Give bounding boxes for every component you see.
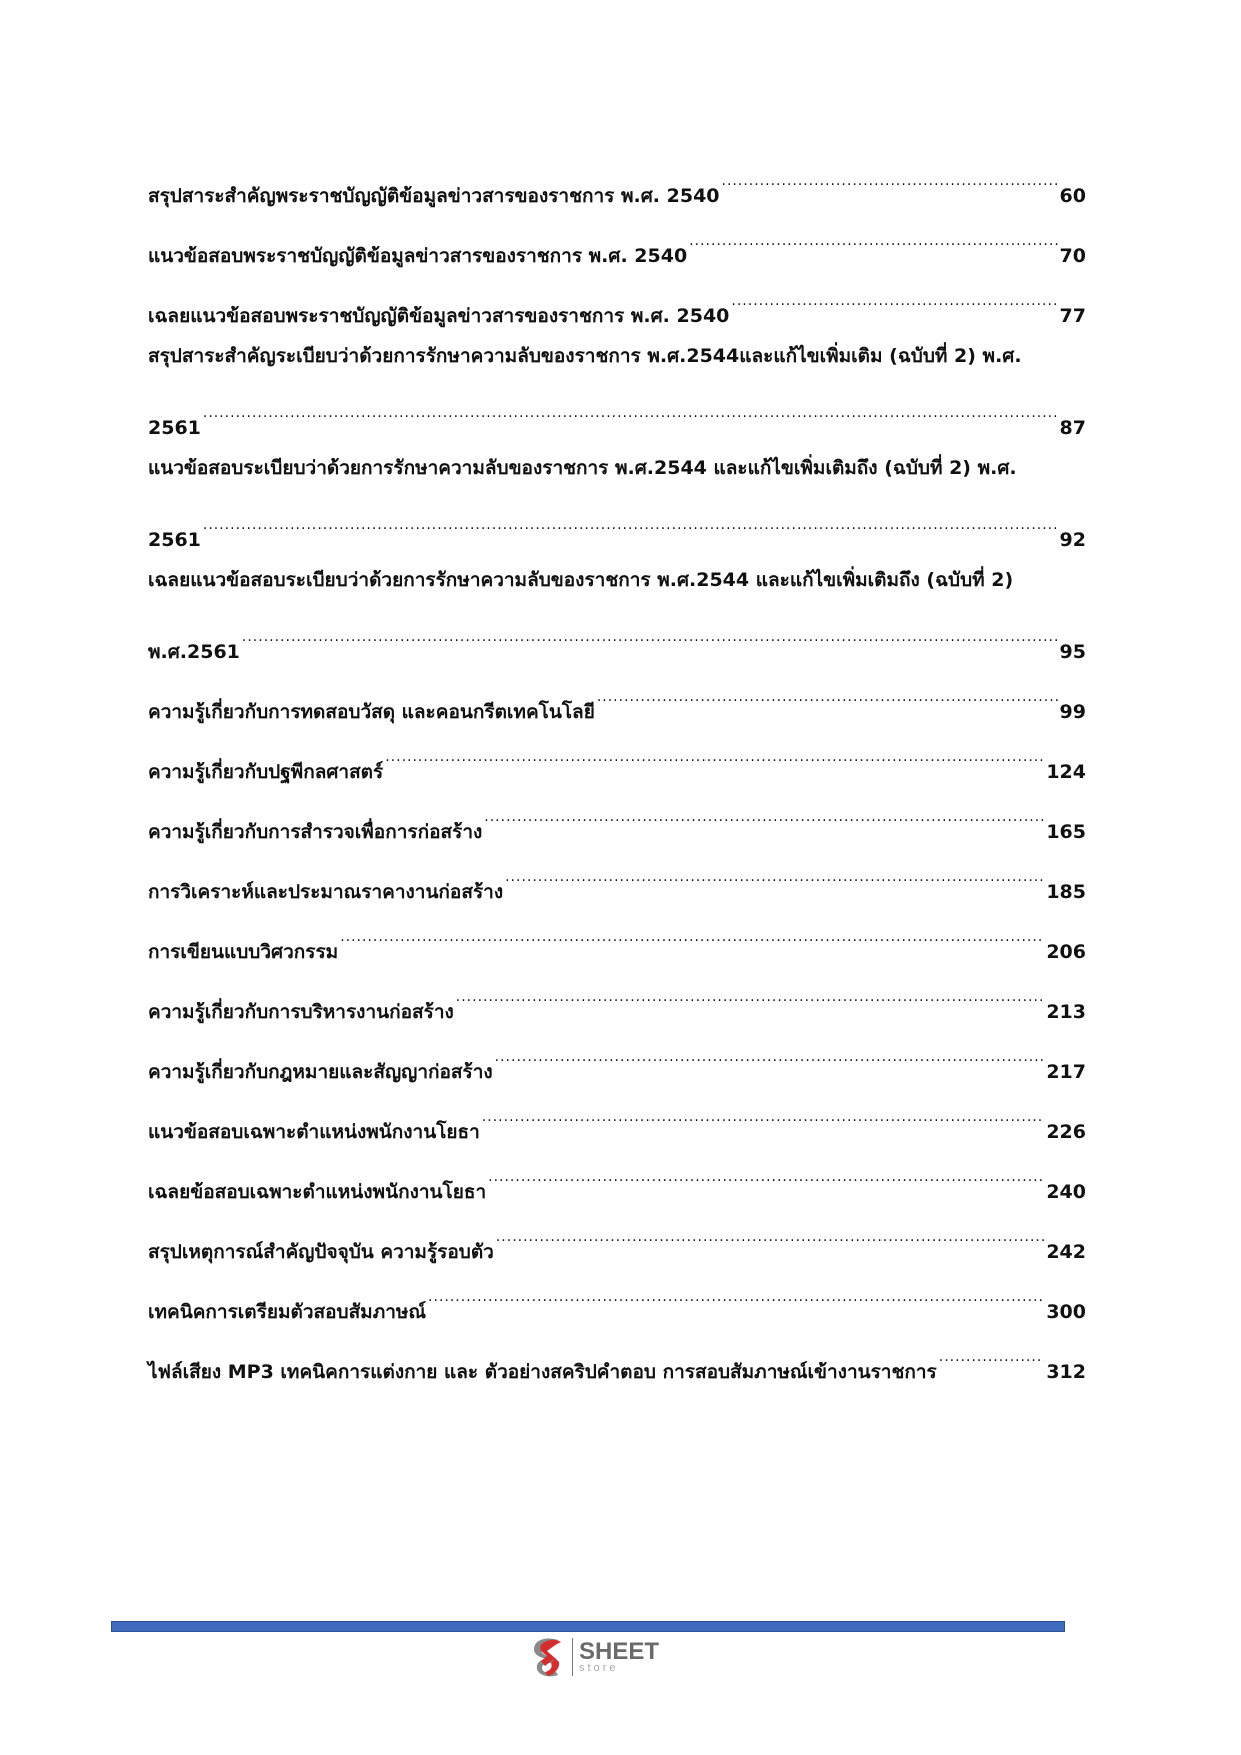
toc-entry-page: 60 (1059, 185, 1086, 207)
toc-entry[interactable] (148, 330, 1086, 439)
toc-entry-title: เทคนิคการเตรียมตัวสอบสัมภาษณ์ (148, 1301, 427, 1323)
toc-entry-title: สรุปสาระสำคัญระเบียบว่าด้วยการรักษาความลับของราชการ พ.ศ.2544และแก้ไขเพิ่มเติม (ฉบับที่ 2) พ.ศ. (148, 345, 1022, 367)
footer-divider-bar (111, 1621, 1065, 1632)
toc-entry-title-continued: พ.ศ.2561 (148, 641, 240, 663)
toc-entry-title: สรุปเหตุการณ์สำคัญปัจจุบัน ความรู้รอบตัว (148, 1241, 494, 1263)
dot-leader (939, 1326, 1045, 1378)
toc-entry-title: ความรู้เกี่ยวกับการบริหารงานก่อสร้าง (148, 1001, 454, 1023)
toc-entry-page: 185 (1046, 881, 1086, 903)
table-of-contents (148, 150, 1086, 1386)
toc-entry-page: 165 (1046, 821, 1086, 843)
toc-entry-page: 124 (1046, 761, 1086, 783)
dot-leader (340, 906, 1044, 958)
dot-leader (482, 1086, 1045, 1138)
dot-leader (731, 270, 1057, 322)
sheet-store-logo (528, 1636, 659, 1678)
dot-leader (428, 1266, 1044, 1318)
toc-entry-page: 99 (1059, 701, 1086, 723)
toc-entry-page: 87 (1059, 417, 1086, 439)
toc-entry-page: 240 (1046, 1181, 1086, 1203)
toc-entry-title: การเขียนแบบวิศวกรรม (148, 941, 339, 963)
toc-entry-title: ความรู้เกี่ยวกับปฐพีกลศาสตร์ (148, 761, 384, 783)
dot-leader (456, 966, 1045, 1018)
dot-leader (484, 786, 1044, 838)
logo-text (579, 1640, 659, 1674)
toc-entry-page: 70 (1059, 245, 1086, 267)
toc-entry-title: ไฟล์เสียง MP3 เทคนิคการแต่งกาย และ ตัวอย่างสคริปคำตอบ การสอบสัมภาษณ์เข้างานราชการ (148, 1361, 937, 1383)
toc-entry-title: ความรู้เกี่ยวกับการทดสอบวัสดุ และคอนกรีตเทคโนโลยี (148, 701, 595, 723)
s-logo-icon (528, 1636, 568, 1678)
toc-entry-page: 226 (1046, 1121, 1086, 1143)
logo-subtitle: store (579, 1662, 619, 1674)
dot-leader (722, 150, 1058, 202)
toc-entry[interactable] (148, 442, 1086, 551)
dot-leader (203, 494, 1058, 546)
toc-entry-title: แนวข้อสอบระเบียบว่าด้วยการรักษาความลับของราชการ พ.ศ.2544 และแก้ไขเพิ่มเติมถึง (ฉบับที่ 2) พ.ศ. (148, 457, 1017, 479)
toc-entry-page: 206 (1046, 941, 1086, 963)
dot-leader (203, 382, 1058, 434)
logo-wordmark: SHEET (579, 1638, 660, 1665)
toc-entry-title: เฉลยแนวข้อสอบพระราชบัญญัติข้อมูลข่าวสารของราชการ พ.ศ. 2540 (148, 305, 730, 327)
toc-entry-page: 213 (1046, 1001, 1086, 1023)
dot-leader (488, 1146, 1044, 1198)
toc-entry-page: 92 (1059, 529, 1086, 551)
toc-entry[interactable] (148, 150, 1086, 207)
toc-entry-page: 217 (1046, 1061, 1086, 1083)
dot-leader (505, 846, 1044, 898)
toc-entry-title-continued: 2561 (148, 417, 201, 439)
toc-entry-page: 77 (1059, 305, 1086, 327)
toc-entry-title: การวิเคราะห์และประมาณราคางานก่อสร้าง (148, 881, 504, 903)
toc-entry-title: แนวข้อสอบเฉพาะตำแหน่งพนักงานโยธา (148, 1121, 480, 1143)
dot-leader (495, 1026, 1045, 1078)
toc-entry-page: 312 (1046, 1361, 1086, 1383)
logo-divider (572, 1638, 573, 1676)
toc-entry-title: สรุปสาระสำคัญพระราชบัญญัติข้อมูลข่าวสารของราชการ พ.ศ. 2540 (148, 185, 720, 207)
toc-entry-page: 300 (1046, 1301, 1086, 1323)
dot-leader (242, 606, 1058, 658)
dot-leader (385, 726, 1044, 778)
toc-entry-page: 242 (1046, 1241, 1086, 1263)
toc-entry-page: 95 (1059, 641, 1086, 663)
toc-entry-title: ความรู้เกี่ยวกับการสำรวจเพื่อการก่อสร้าง (148, 821, 483, 843)
dot-leader (689, 210, 1057, 262)
toc-entry-title-continued: 2561 (148, 529, 201, 551)
toc-entry[interactable] (148, 666, 1086, 723)
dot-leader (597, 666, 1058, 718)
toc-entry-title: เฉลยข้อสอบเฉพาะตำแหน่งพนักงานโยธา (148, 1181, 487, 1203)
toc-entry[interactable] (148, 554, 1086, 663)
toc-entry-title: แนวข้อสอบพระราชบัญญัติข้อมูลข่าวสารของราชการ พ.ศ. 2540 (148, 245, 688, 267)
toc-entry-title: เฉลยแนวข้อสอบระเบียบว่าด้วยการรักษาความลับของราชการ พ.ศ.2544 และแก้ไขเพิ่มเติมถึง (ฉบับที่ 2) (148, 569, 1014, 591)
dot-leader (496, 1206, 1044, 1258)
toc-entry-title: ความรู้เกี่ยวกับกฎหมายและสัญญาก่อสร้าง (148, 1061, 493, 1083)
